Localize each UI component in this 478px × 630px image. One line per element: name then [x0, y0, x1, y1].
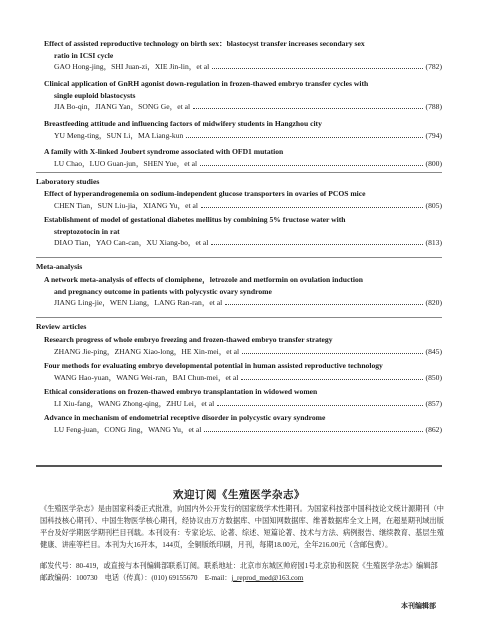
- ad-email-link[interactable]: j_reprod_med@163.com: [231, 574, 304, 582]
- entry-title: Effect of assisted reproductive technology on birth sex：blastocyst transfer increases secondary sex: [44, 39, 365, 48]
- entry-page: (820): [425, 298, 442, 308]
- entry-authors: LU Chao，LUO Guan-jun，SHEN Yue，et al: [54, 158, 198, 168]
- toc-entry[interactable]: [44, 214, 442, 249]
- section-heading-meta: Meta-analysis: [36, 262, 83, 271]
- entry-authors: LI Xiu-fang，WANG Zhong-qing，ZHU Lei，et al: [54, 398, 215, 408]
- toc-entry[interactable]: [44, 274, 442, 309]
- toc-entry[interactable]: [44, 118, 442, 141]
- leader-dots: [193, 107, 422, 109]
- entry-title: Advance in mechanism of endometrial receptive disorder in polycystic ovary syndrome: [44, 413, 326, 422]
- entry-authors: LU Feng-juan，CONG Jing，WANG Yu，et al: [54, 424, 202, 434]
- entry-title-cont: streptozotocin in rat: [54, 226, 120, 236]
- entry-authors: ZHANG Jie-ping，ZHANG Xiao-long，HE Xin-mei，et al: [54, 346, 240, 356]
- leader-dots: [200, 164, 422, 166]
- entry-authors: WANG Hao-yuan，WANG Wei-ran，BAI Chun-mei，et al: [54, 372, 239, 382]
- entry-page: (845): [425, 346, 442, 356]
- leader-dots: [217, 404, 422, 406]
- entry-page: (794): [425, 130, 442, 140]
- toc-entry[interactable]: [44, 360, 442, 383]
- toc-entry[interactable]: [44, 146, 442, 169]
- entry-title-cont: single euploid blastocysts: [54, 90, 136, 100]
- entry-authors: GAO Hong-jing，SHI Juan-zi，XIE Jin-lin，et al: [54, 62, 210, 72]
- section-divider: [36, 257, 442, 258]
- leader-dots: [201, 206, 423, 208]
- leader-dots: [186, 136, 422, 138]
- entry-title: Research progress of whole embryo freezing and frozen-thawed embryo transfer strategy: [44, 335, 333, 344]
- leader-dots: [242, 352, 422, 354]
- ad-contact-text: 邮发代号：80-419，或直接与本刊编辑部联系订阅。联系地址：北京市东城区帅府园1号北京协和医院《生殖医学杂志》编辑部 邮政编码：100730 电话（传真）：(010) 69155670 E-mail：: [40, 562, 445, 582]
- section-heading-review: Review articles: [36, 322, 87, 331]
- toc-entry[interactable]: [44, 38, 442, 73]
- entry-page: (850): [425, 372, 442, 382]
- entry-title: Effect of hyperandrogenemia on sodium-independent glucose transporters in ovaries of PCOS mice: [44, 189, 366, 198]
- toc-entry[interactable]: [44, 188, 442, 211]
- ad-title: 欢迎订阅《生殖医学杂志》: [173, 490, 305, 501]
- leader-dots: [241, 378, 422, 380]
- section-divider: [36, 317, 442, 318]
- entry-title: Clinical application of GnRH agonist down-regulation in frozen-thawed embryo transfer cycles with: [44, 79, 369, 88]
- ad-body: 《生殖医学杂志》是由国家科委正式批准，向国内外公开发行的国家级学术性期刊。为国家科技部中国科技论文统计源期刊（中国科技核心期刊）、中国生物医学核心期刊，经协议由万方数据库、中国知网数据库、维普数据库全文上网，在超星期刊域出版平台及好学期医学期刊栏目刊载。本刊设有：专家论坛、论著、综述、短篇论著、技术与方法、病例报告、继续教育、基层生殖健康、讲座等栏目。本刊为大16开本，144页，全铜版纸印刷，月刊，每期18.00元，全年216.00元（含邮包费）。: [40, 505, 444, 549]
- entry-title-cont: and pregnancy outcome in patients with polycystic ovary syndrome: [54, 286, 272, 296]
- entry-authors: JIA Bo-qin，JIANG Yan，SONG Ge，et al: [54, 102, 191, 112]
- footer-editorial: 本刊编辑部: [401, 602, 436, 610]
- toc-entry[interactable]: [44, 334, 442, 357]
- entry-authors: JIANG Ling-jie，WEN Liang，LANG Ran-ran，et al: [54, 298, 223, 308]
- entry-page: (800): [425, 158, 442, 168]
- leader-dots: [211, 243, 422, 245]
- toc-entry[interactable]: [44, 412, 442, 435]
- entry-title: A network meta-analysis of effects of clomiphene，letrozole and metformin on ovulation induction: [44, 275, 363, 284]
- section-divider: [36, 172, 442, 173]
- entry-page: (862): [425, 424, 442, 434]
- toc-entry[interactable]: [44, 386, 442, 409]
- leader-dots: [225, 303, 422, 305]
- leader-dots: [212, 67, 422, 69]
- entry-page: (788): [425, 102, 442, 112]
- entry-title: Ethical considerations on frozen-thawed embryo transplantation in widowed women: [44, 387, 318, 396]
- entry-page: (782): [425, 62, 442, 72]
- entry-page: (805): [425, 200, 442, 210]
- ad-contact: [40, 560, 444, 584]
- entry-authors: DIAO Tian，YAO Can-can，XU Xiang-bo，et al: [54, 238, 209, 248]
- entry-title-cont: ratio in ICSI cycle: [54, 50, 114, 60]
- entry-title: A family with X-linked Joubert syndrome associated with OFD1 mutation: [44, 147, 284, 156]
- entry-authors: CHEN Tian，SUN Liu-jia，XIANG Yu，et al: [54, 200, 198, 210]
- toc-entry[interactable]: [44, 78, 442, 113]
- entry-page: (813): [425, 238, 442, 248]
- entry-page: (857): [425, 398, 442, 408]
- entry-title: Establishment of model of gestational diabetes mellitus by combining 5% fructose water with: [44, 215, 346, 224]
- entry-title: Breastfeeding attitude and influencing factors of midwifery students in Hangzhou city: [44, 119, 322, 128]
- ad-divider: [36, 465, 442, 467]
- section-heading-lab: Laboratory studies: [36, 177, 100, 186]
- leader-dots: [204, 430, 422, 432]
- entry-title: Four methods for evaluating embryo developmental potential in human assisted reproductive technology: [44, 361, 383, 370]
- entry-authors: YU Meng-ting，SUN Li，MA Liang-kun: [54, 130, 184, 140]
